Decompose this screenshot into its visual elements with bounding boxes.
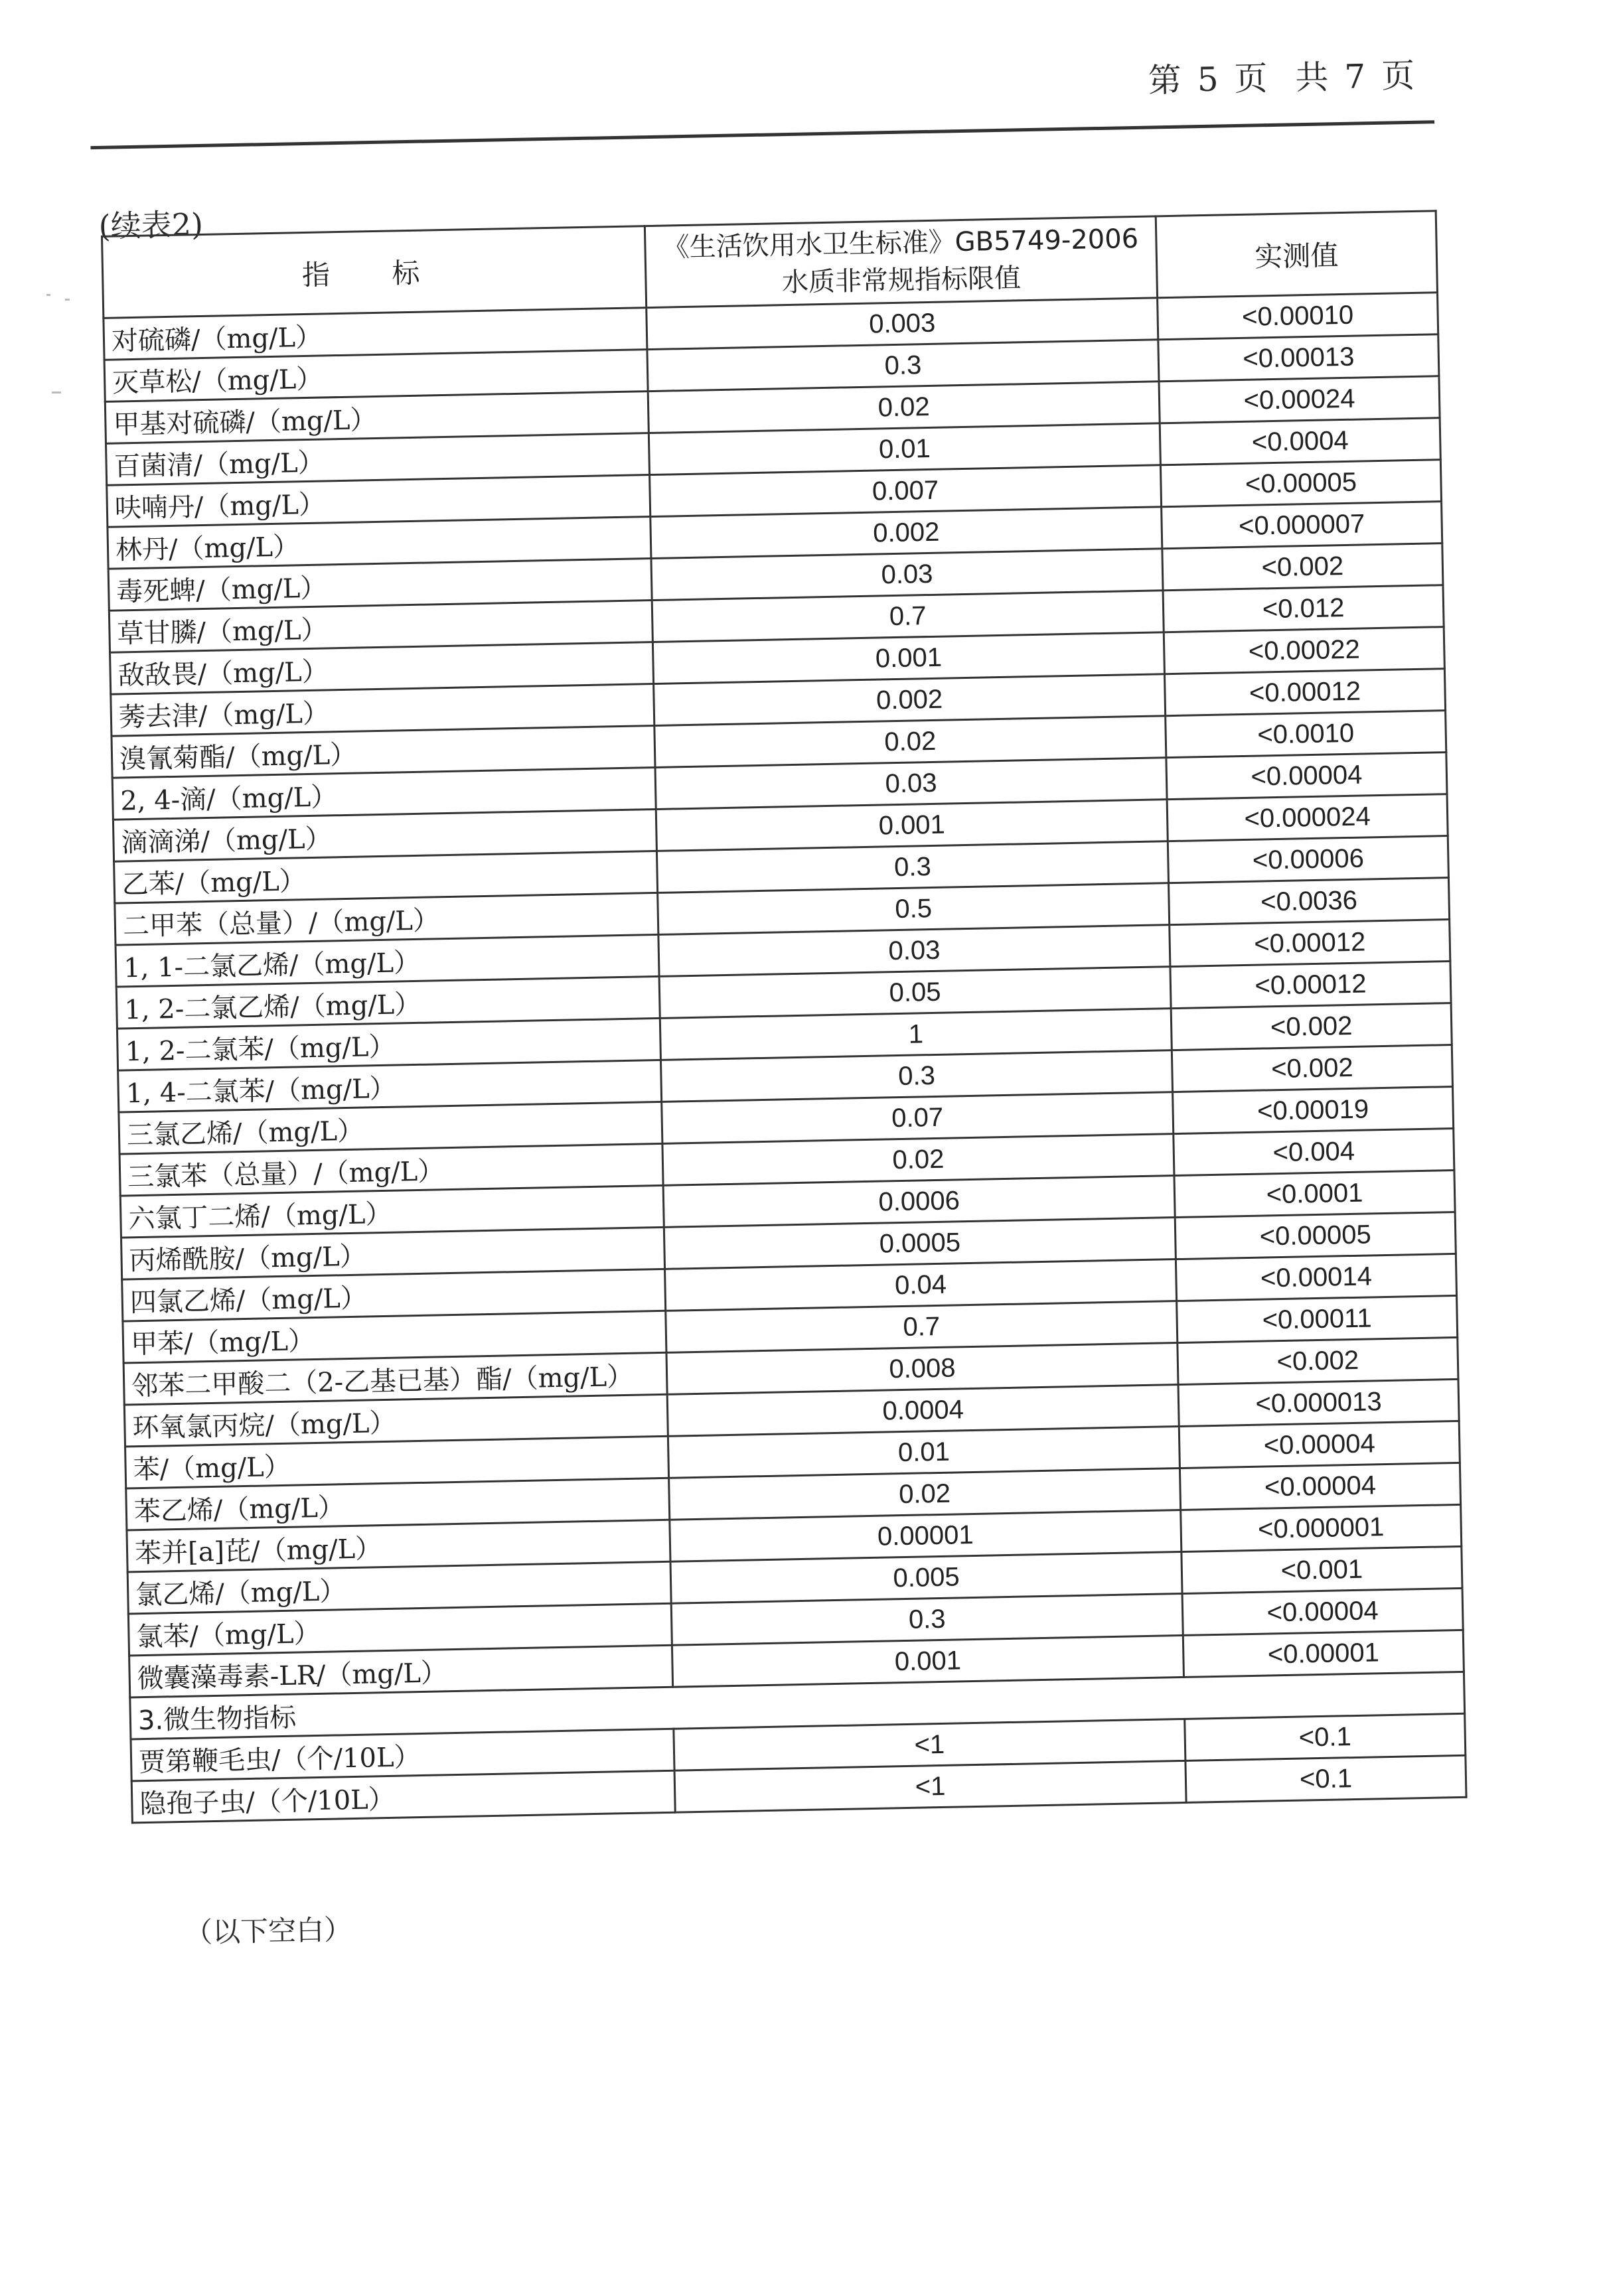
limit-value: 0.7 <box>652 591 1164 642</box>
indicator-name: 甲基对硫磷/（mg/L） <box>105 392 648 444</box>
column-header-limit-line2: 水质非常规指标限值 <box>781 263 1022 299</box>
total-label-suffix: 页 <box>1381 56 1416 96</box>
limit-value: 0.03 <box>651 549 1163 601</box>
indicator-name: 毒死蜱/（mg/L） <box>108 559 652 611</box>
measured-value: <0.00022 <box>1164 627 1444 674</box>
measured-value: <0.000024 <box>1167 794 1448 841</box>
indicator-name: 甲苯/（mg/L） <box>123 1311 666 1363</box>
limit-value: 0.0004 <box>667 1385 1179 1437</box>
measured-value: <0.002 <box>1172 1045 1452 1092</box>
measured-value: <0.00005 <box>1175 1212 1456 1259</box>
indicator-name: 六氯丁二烯/（mg/L） <box>120 1185 664 1238</box>
measured-value: <0.00013 <box>1158 334 1439 382</box>
indicator-name: 邻苯二甲酸二（2-乙基已基）酯/（mg/L） <box>123 1352 667 1405</box>
measured-value: <0.1 <box>1185 1713 1466 1760</box>
indicator-name: 乙苯/（mg/L） <box>114 851 658 903</box>
limit-value: 0.3 <box>656 841 1168 893</box>
indicator-name: 环氧氯丙烷/（mg/L） <box>124 1394 668 1447</box>
limit-value: 0.001 <box>656 800 1168 851</box>
indicator-name: 敌敌畏/（mg/L） <box>110 642 654 695</box>
measured-value: <0.012 <box>1163 585 1444 632</box>
limit-value: 0.00001 <box>670 1510 1181 1561</box>
measured-value: <0.00004 <box>1180 1463 1460 1510</box>
limit-value: 0.001 <box>652 632 1164 684</box>
indicator-name: 溴氰菊酯/（mg/L） <box>112 726 655 778</box>
indicator-name: 百菌清/（mg/L） <box>106 433 650 486</box>
measured-value: <0.1 <box>1185 1755 1466 1802</box>
limit-value: <1 <box>674 1760 1186 1812</box>
indicator-name: 1, 1-二氯乙烯/（mg/L） <box>115 934 659 987</box>
limit-value: 0.02 <box>654 716 1166 768</box>
blank-below-note: （以下空白） <box>184 1913 352 1949</box>
limit-value: 0.0006 <box>663 1176 1175 1228</box>
header-rule <box>90 120 1434 149</box>
limit-value: 0.002 <box>650 507 1162 559</box>
column-header-limit-line1: 《生活饮用水卫生标准》GB5749-2006 <box>662 223 1139 263</box>
indicator-name: 1, 2-二氯乙烯/（mg/L） <box>116 976 660 1029</box>
measured-value: <0.002 <box>1171 1003 1452 1050</box>
total-pages: 7 <box>1343 57 1367 96</box>
indicator-name: 呋喃丹/（mg/L） <box>107 475 650 528</box>
table-caption: (续表2) <box>98 206 204 244</box>
indicator-name: 三氯乙烯/（mg/L） <box>119 1102 662 1154</box>
water-quality-table <box>101 210 1468 1824</box>
limit-value: 0.02 <box>669 1469 1181 1520</box>
limit-value: 0.001 <box>672 1635 1183 1687</box>
measured-value: <0.00012 <box>1170 962 1451 1009</box>
measured-value: <0.00004 <box>1182 1588 1463 1635</box>
measured-value: <0.00011 <box>1177 1295 1458 1342</box>
measured-value: <0.00001 <box>1183 1630 1464 1677</box>
limit-value: 0.3 <box>660 1050 1172 1102</box>
indicator-name: 灭草松/（mg/L） <box>104 350 648 402</box>
section-title: 3.微生物指标 <box>130 1672 1465 1739</box>
limit-value: <1 <box>674 1719 1185 1770</box>
measured-value: <0.000013 <box>1178 1379 1459 1426</box>
measured-value: <0.001 <box>1181 1546 1462 1593</box>
indicator-name: 苯/（mg/L） <box>125 1436 669 1488</box>
limit-value: 0.01 <box>668 1427 1180 1478</box>
limit-value: 0.005 <box>670 1551 1182 1603</box>
scan-speck <box>52 392 61 394</box>
indicator-name: 1, 4-二氯苯/（mg/L） <box>118 1060 662 1112</box>
measured-value: <0.004 <box>1174 1129 1454 1176</box>
measured-value: <0.000001 <box>1181 1504 1462 1551</box>
limit-value: 0.7 <box>666 1301 1178 1353</box>
measured-value: <0.002 <box>1162 543 1443 591</box>
indicator-name: 草甘膦/（mg/L） <box>109 601 652 653</box>
indicator-name: 贾第鞭毛虫/（个/10L） <box>131 1729 674 1781</box>
limit-value: 0.03 <box>655 758 1167 810</box>
indicator-name: 苯并[a]芘/（mg/L） <box>127 1520 670 1572</box>
measured-value: <0.00004 <box>1179 1421 1460 1468</box>
column-header-indicator: 指 标 <box>102 226 647 319</box>
limit-value: 0.01 <box>648 423 1160 475</box>
indicator-name: 隐孢子虫/（个/10L） <box>131 1770 675 1823</box>
measured-value: <0.0001 <box>1174 1170 1455 1217</box>
limit-value: 0.05 <box>659 967 1171 1019</box>
limit-value: 0.008 <box>666 1343 1178 1395</box>
limit-value: 0.003 <box>647 298 1158 350</box>
indicator-name: 林丹/（mg/L） <box>108 517 651 569</box>
indicator-name: 氯苯/（mg/L） <box>128 1603 672 1656</box>
indicator-name: 滴滴涕/（mg/L） <box>113 809 656 861</box>
page-number: 5 <box>1197 60 1221 100</box>
limit-value: 0.0005 <box>664 1218 1176 1269</box>
measured-value: <0.00012 <box>1170 920 1450 967</box>
limit-value: 0.02 <box>662 1134 1174 1186</box>
indicator-name: 三氯苯（总量）/（mg/L） <box>119 1143 663 1196</box>
page-label-prefix: 第 <box>1148 60 1183 100</box>
column-header-measured: 实测值 <box>1156 211 1437 298</box>
limit-value: 0.04 <box>665 1259 1177 1311</box>
limit-value: 0.3 <box>647 340 1159 392</box>
limit-value: 0.03 <box>658 925 1170 977</box>
measured-value: <0.002 <box>1178 1337 1458 1384</box>
limit-value: 0.02 <box>648 382 1160 433</box>
measured-value: <0.00010 <box>1158 293 1438 340</box>
measured-value: <0.00024 <box>1159 376 1440 423</box>
indicator-name: 苯乙烯/（mg/L） <box>126 1478 670 1530</box>
limit-value: 0.002 <box>654 674 1166 726</box>
column-header-limit <box>645 216 1157 308</box>
page-indicator <box>1148 48 1431 102</box>
indicator-name: 二甲苯（总量）/（mg/L） <box>115 893 658 945</box>
indicator-name: 2, 4-滴/（mg/L） <box>112 767 656 820</box>
measured-value: <0.00014 <box>1176 1254 1456 1301</box>
limit-value: 0.07 <box>662 1092 1174 1144</box>
measured-value: <0.0004 <box>1160 418 1440 465</box>
indicator-name: 氯乙烯/（mg/L） <box>127 1561 671 1614</box>
limit-value: 0.3 <box>671 1593 1183 1645</box>
limit-value: 1 <box>660 1009 1172 1060</box>
limit-value: 0.5 <box>658 883 1170 935</box>
limit-value: 0.007 <box>650 465 1162 517</box>
indicator-name: 丙烯酰胺/（mg/L） <box>121 1227 664 1279</box>
indicator-name: 对硫磷/（mg/L） <box>104 308 647 360</box>
measured-value: <0.00019 <box>1173 1087 1454 1134</box>
total-label-prefix: 共 <box>1294 58 1331 98</box>
measured-value: <0.00006 <box>1168 836 1448 883</box>
measured-value: <0.00005 <box>1160 460 1441 507</box>
scan-speck <box>65 299 70 301</box>
indicator-name: 1, 2-二氯苯/（mg/L） <box>117 1018 660 1070</box>
measured-value: <0.00012 <box>1164 669 1445 716</box>
indicator-name: 莠去津/（mg/L） <box>111 684 654 737</box>
indicator-name: 微囊藻毒素-LR/（mg/L） <box>129 1645 673 1697</box>
scan-speck <box>46 294 50 296</box>
measured-value: <0.0036 <box>1169 878 1450 925</box>
indicator-name: 四氯乙烯/（mg/L） <box>122 1269 666 1321</box>
measured-value: <0.000007 <box>1162 502 1442 549</box>
measured-value: <0.0010 <box>1166 711 1446 758</box>
measured-value: <0.00004 <box>1166 753 1447 800</box>
page-label-mid: 页 <box>1234 59 1270 99</box>
